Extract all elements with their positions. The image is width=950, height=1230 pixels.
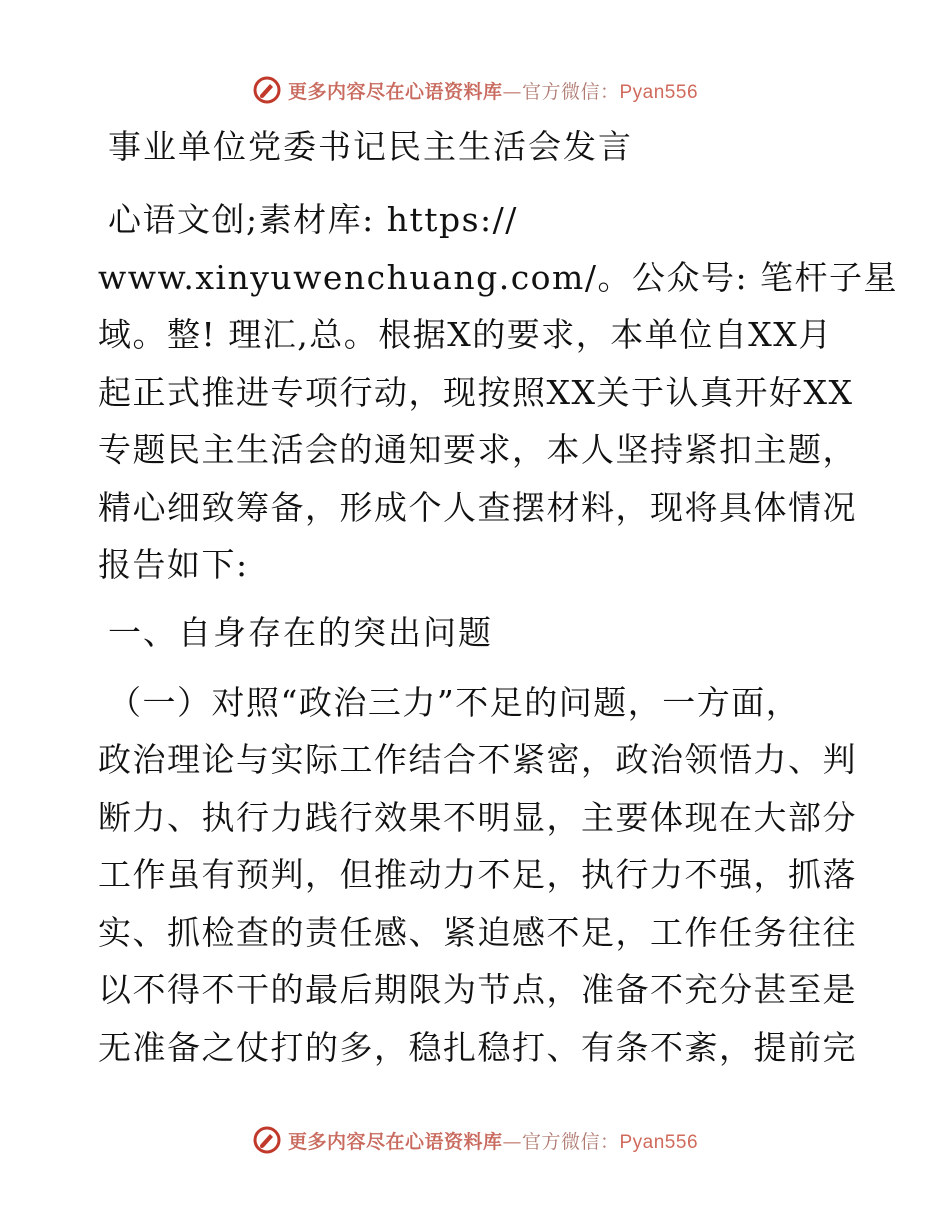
intro-line: 心语文创;素材库: https:// [108,200,518,239]
watermark-text [288,1127,698,1154]
document-title: 事业单位党委书记民主生活会发言 [108,127,633,166]
intro-line: 专题民主生活会的通知要求，本人坚持紧扣主题， [98,430,857,469]
body-line: （一）对照“政治三力”不足的问题，一方面， [108,682,801,722]
brand-logo-icon [252,75,282,105]
intro-line: 报告如下: [98,545,249,584]
intro-line: 起正式推进专项行动，现按照XX关于认真开好XX [98,372,854,412]
intro-line: 精心细致筹备，形成个人查摆材料，现将具体情况 [98,487,857,527]
watermark-official: 官方微信： [521,1130,620,1153]
watermark-brand: 更多内容尽在心语资料库 [287,80,503,103]
body-line: 无准备之仗打的多，稳扎稳打、有条不紊，提前完 [98,1027,857,1067]
intro-line: 域。整! 理汇,总。根据X的要求，本单位自XX月 [98,315,833,354]
watermark-dash: — [502,1130,522,1153]
section-heading: 一、自身存在的突出问题 [108,612,493,652]
watermark-text [288,77,698,104]
watermark-wechat-id: Pyan556 [619,81,699,103]
body-line: 工作虽有预判，但推动力不足，执行力不强，抓落 [98,855,857,894]
body-line: 实、抓检查的责任感、紧迫感不足，工作任务往往 [98,912,857,952]
body-line: 断力、执行力践行效果不明显，主要体现在大部分 [98,797,857,837]
body-line: 以不得不干的最后期限为节点，准备不充分甚至是 [98,970,857,1009]
watermark-dash: — [502,80,522,103]
watermark-wechat-id: Pyan556 [619,1131,699,1153]
document-body [98,118,899,1076]
brand-logo-icon [252,1125,282,1155]
body-paragraph [98,674,858,1077]
watermark-official: 官方微信： [521,80,620,103]
intro-line: www.xinyuwenchuang.com/。公众号: 笔杆子星 [98,257,899,297]
body-line: 政治理论与实际工作结合不紧密，政治领悟力、判 [98,740,857,779]
watermark-brand: 更多内容尽在心语资料库 [287,1130,503,1153]
intro-paragraph [98,191,899,594]
footer-watermark [0,1120,950,1160]
header-watermark [0,70,950,110]
